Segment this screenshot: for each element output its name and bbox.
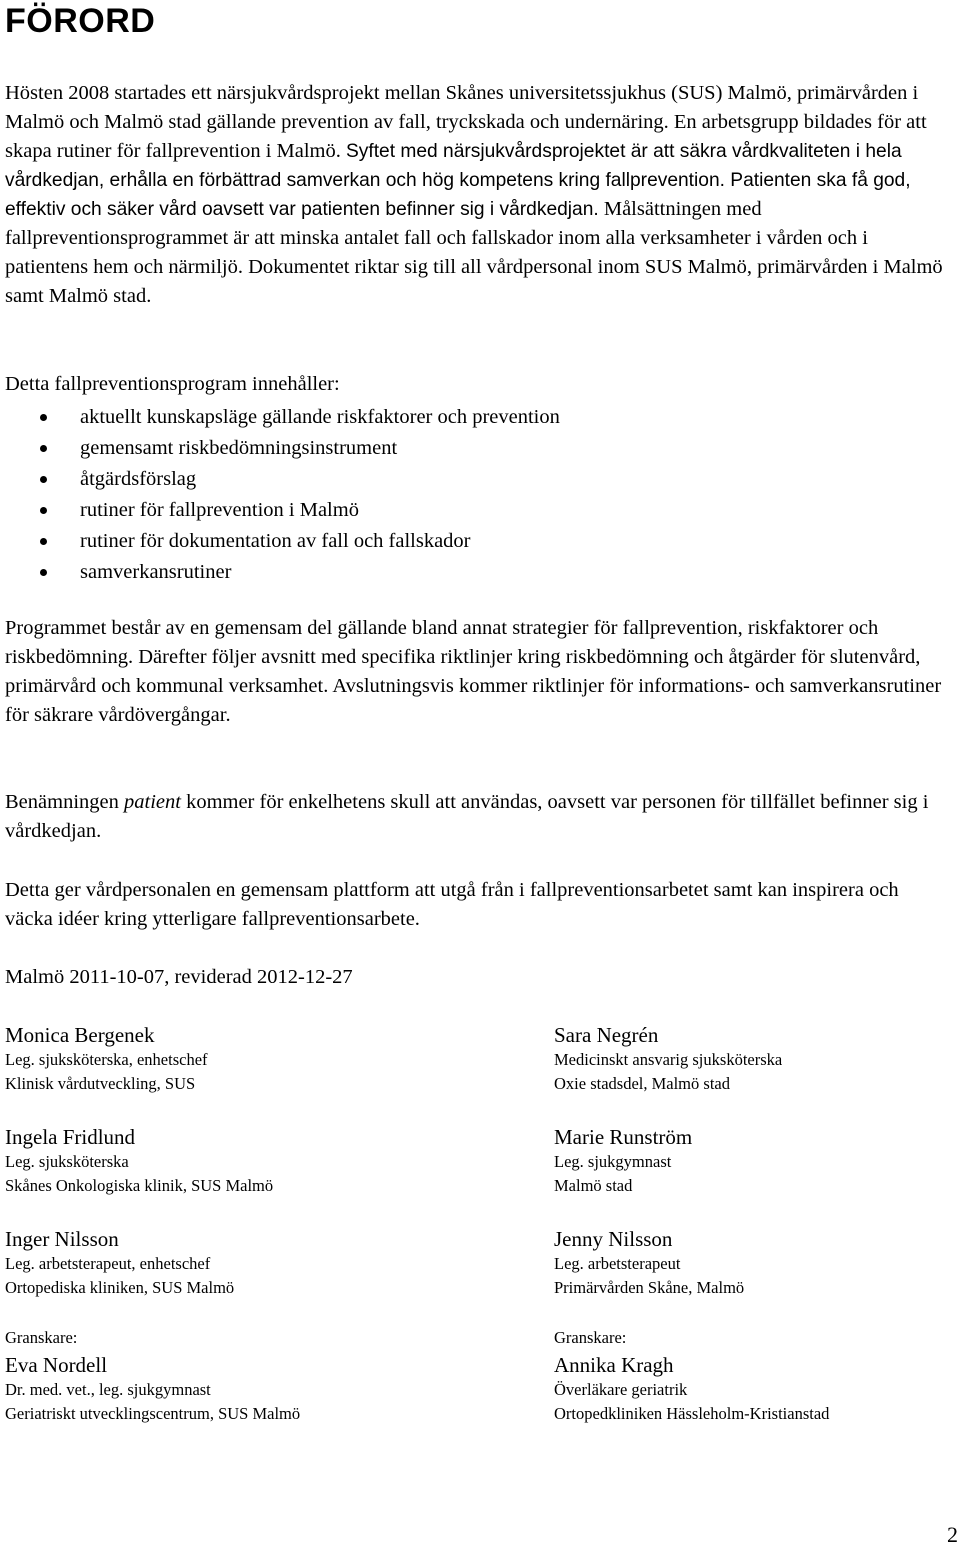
author-affiliation: Geriatriskt utvecklingscentrum, SUS Malmö xyxy=(5,1404,301,1423)
bullet-icon xyxy=(40,569,47,576)
bullet-icon xyxy=(40,538,47,545)
author-title: Leg. sjukgymnast xyxy=(554,1152,672,1171)
author-block xyxy=(5,1124,425,1198)
bullet-icon xyxy=(40,476,47,483)
reviewer-block xyxy=(5,1326,425,1426)
author-title: Överläkare geriatrik xyxy=(554,1380,688,1399)
author-affiliation: Primärvården Skåne, Malmö xyxy=(554,1278,745,1297)
list-item: åtgärdsförslag xyxy=(5,464,560,495)
intro-paragraph xyxy=(5,79,945,311)
author-title: Leg. arbetsterapeut xyxy=(554,1254,681,1273)
patient-paragraph: Benämningen patient kommer för enkelhetens skull att användas, oavsett var personen för tillfället befinner sig i vårdkedjan. xyxy=(5,791,929,842)
list-item: rutiner för dokumentation av fall och fallskador xyxy=(5,526,560,557)
reviewer-label: Granskare: xyxy=(5,1328,78,1347)
author-affiliation: Skånes Onkologiska klinik, SUS Malmö xyxy=(5,1176,274,1195)
author-affiliation: Klinisk vårdutveckling, SUS xyxy=(5,1074,196,1093)
list-item: rutiner för fallprevention i Malmö xyxy=(5,495,560,526)
author-block xyxy=(554,1226,960,1300)
author-name: Annika Kragh xyxy=(554,1353,674,1377)
author-name: Jenny Nilsson xyxy=(554,1227,673,1251)
author-name: Marie Runström xyxy=(554,1125,693,1149)
author-title: Leg. arbetsterapeut, enhetschef xyxy=(5,1254,211,1273)
intro-part-2: Syftet med närsjukvårdsprojektet är att säkra vårdkvaliteten i hela vårdkedjan, erhålla en förbättrad samverkan och hög kompetens kring fallprevention. Patienten ska få god, effektiv och säker vård oavsett var patienten befinner sig i vårdkedjan. xyxy=(5,141,911,220)
author-block xyxy=(554,1124,960,1198)
author-affiliation: Ortopediska kliniken, SUS Malmö xyxy=(5,1278,235,1297)
bullet-icon xyxy=(40,414,47,421)
bullet-icon xyxy=(40,507,47,514)
list-item: aktuellt kunskapsläge gällande riskfaktorer och prevention xyxy=(5,402,560,433)
page-title: FÖRORD xyxy=(5,2,156,40)
program-paragraph: Programmet består av en gemensam del gällande bland annat strategier för fallprevention, riskfaktorer och riskbedömning. Därefter följer avsnitt med specifika riktlinjer kring riskbedömning och åtgärder för slutenvård, primärvård och kommunal verksamhet. Avslutningsvis kommer riktlinjer för informations- och samverkansrutiner för säkrare vårdövergångar. xyxy=(5,617,942,726)
author-title: Dr. med. vet., leg. sjukgymnast xyxy=(5,1380,211,1399)
author-name: Monica Bergenek xyxy=(5,1023,155,1047)
patient-term: patient xyxy=(124,791,181,813)
author-title: Medicinskt ansvarig sjuksköterska xyxy=(554,1050,783,1069)
author-affiliation: Malmö stad xyxy=(554,1176,633,1195)
date-line: Malmö 2011-10-07, reviderad 2012-12-27 xyxy=(5,966,353,988)
page-number: 2 xyxy=(947,1522,958,1547)
list-intro: Detta fallpreventionsprogram innehåller: xyxy=(5,373,340,395)
reviewer-block xyxy=(554,1326,960,1426)
list-item: samverkansrutiner xyxy=(5,557,560,588)
author-block xyxy=(5,1226,425,1300)
reviewer-label: Granskare: xyxy=(554,1328,627,1347)
author-block xyxy=(5,1022,425,1096)
author-block xyxy=(554,1022,960,1096)
author-title: Leg. sjuksköterska xyxy=(5,1152,129,1171)
platform-paragraph: Detta ger vårdpersonalen en gemensam plattform att utgå från i fallpreventionsarbetet samt kan inspirera och väcka idéer kring ytterligare fallpreventionsarbete. xyxy=(5,879,899,930)
intro-part-1: Hösten 2008 startades ett närsjukvårdsprojekt mellan Skånes universitetssjukhus (SUS) Malmö, primärvården i Malmö och Malmö stad gällande prevention av fall, tryckskada och undernäring. En arbetsgrupp bildades för att skapa rutiner för fallprevention i Malmö. xyxy=(5,82,927,162)
list-item: gemensamt riskbedömningsinstrument xyxy=(5,433,560,464)
author-name: Eva Nordell xyxy=(5,1353,108,1377)
intro-part-3: Målsättningen med fallpreventionsprogrammet är att minska antalet fall och fallskador inom alla verksamheter i vården och i patientens hem och närmiljö. Dokumentet riktar sig till all vårdpersonal inom SUS Malmö, primärvården i Malmö samt Malmö stad. xyxy=(5,198,943,307)
author-affiliation: Ortopedkliniken Hässleholm-Kristianstad xyxy=(554,1404,830,1423)
author-title: Leg. sjuksköterska, enhetschef xyxy=(5,1050,208,1069)
contents-list xyxy=(5,402,560,588)
author-name: Inger Nilsson xyxy=(5,1227,119,1251)
bullet-icon xyxy=(40,445,47,452)
author-affiliation: Oxie stadsdel, Malmö stad xyxy=(554,1074,730,1093)
author-name: Ingela Fridlund xyxy=(5,1125,136,1149)
author-name: Sara Negrén xyxy=(554,1023,659,1047)
